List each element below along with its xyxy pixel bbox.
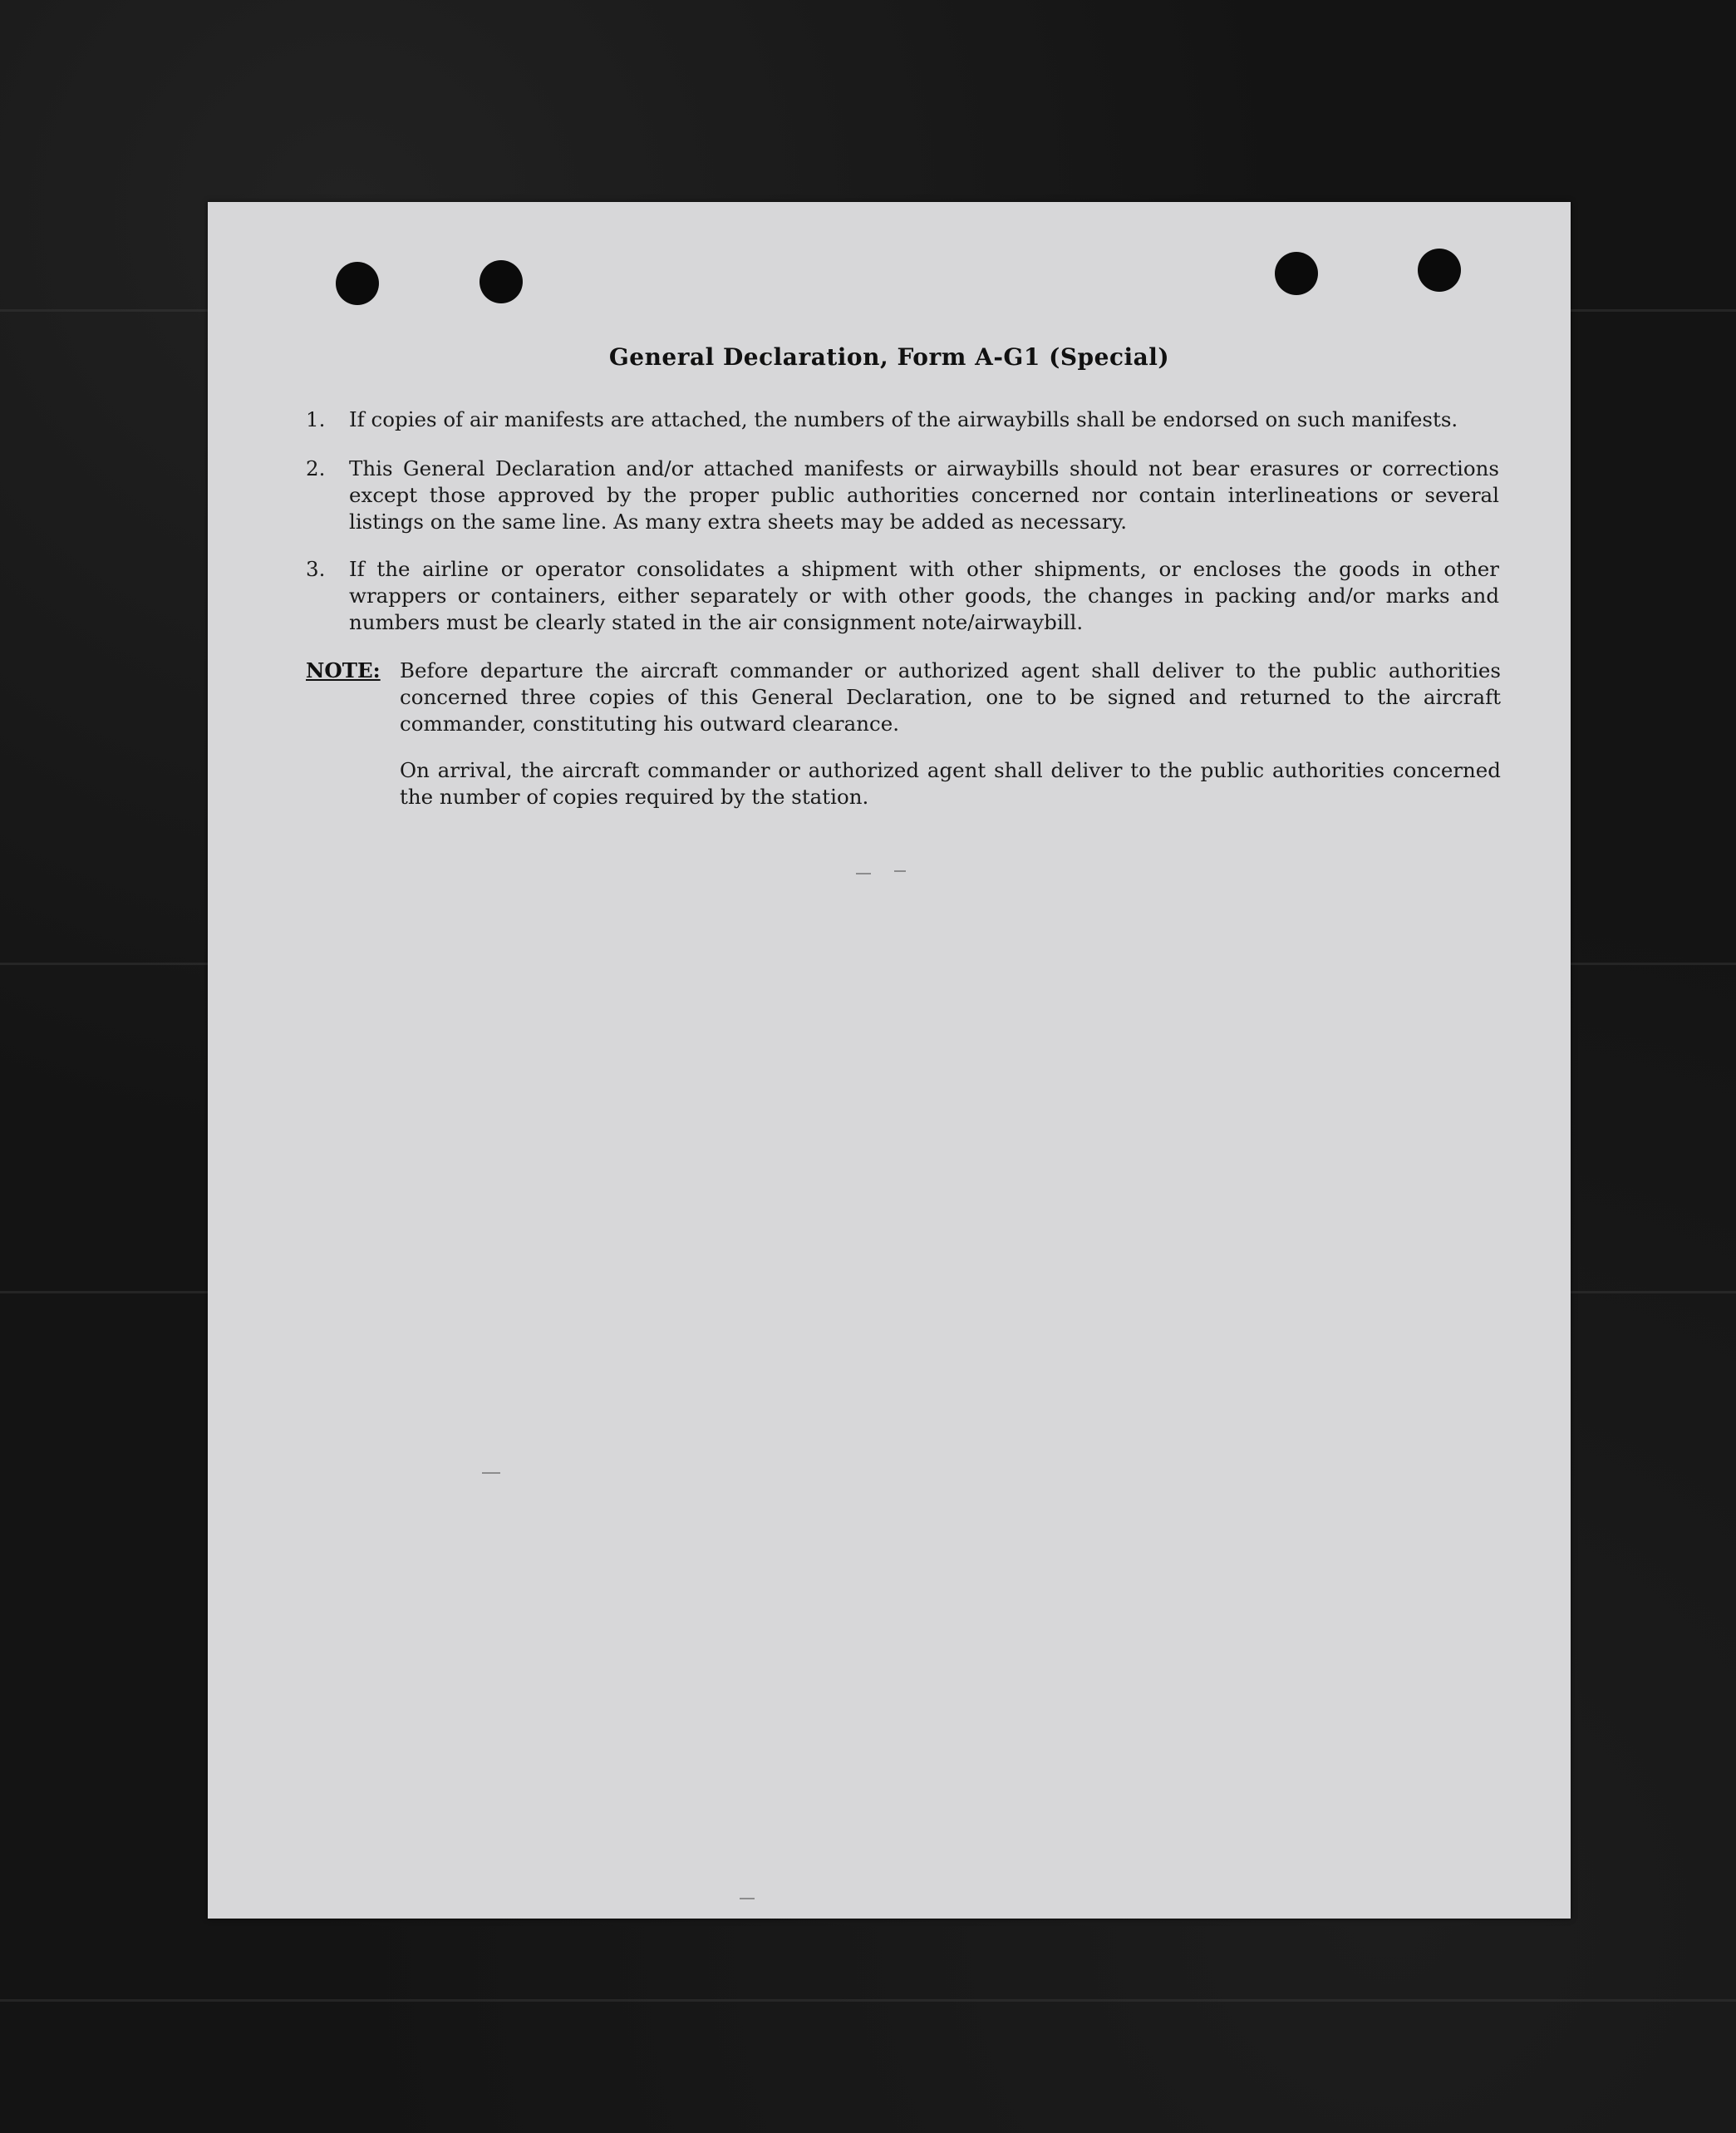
punch-hole bbox=[479, 260, 523, 303]
scan-band bbox=[0, 1999, 1736, 2002]
punch-hole bbox=[1275, 252, 1318, 295]
paper-speck bbox=[856, 873, 871, 874]
item-number: 2. bbox=[306, 456, 326, 480]
note-paragraph: On arrival, the aircraft commander or authorized agent shall deliver to the public authorities concerned the number of copies required by the station. bbox=[400, 758, 1501, 809]
note-label: NOTE: bbox=[306, 658, 381, 682]
note-paragraph: Before departure the aircraft commander or authorized agent shall deliver to the public authorities concerned three copies of this General Declaration, one to be signed and returned to the aircraft commander, constituting his outward clearance. bbox=[400, 658, 1501, 736]
item-text: This General Declaration and/or attached manifests or airwaybills should not bear erasures or corrections except those approved by the proper public authorities concerned nor contain interlineations or several listings on the same line. As many extra sheets may be added as necessary. bbox=[349, 456, 1499, 534]
paper-speck bbox=[740, 1898, 755, 1899]
document-page bbox=[208, 202, 1571, 1919]
document-title: General Declaration, Form A-G1 (Special) bbox=[608, 343, 1170, 371]
punch-hole bbox=[1418, 249, 1461, 292]
paper-speck bbox=[482, 1472, 500, 1474]
punch-hole bbox=[336, 262, 379, 305]
item-number: 1. bbox=[306, 407, 326, 431]
item-text: If copies of air manifests are attached, the numbers of the airwaybills shall be endorsed on such manifests. bbox=[349, 407, 1458, 431]
item-number: 3. bbox=[306, 557, 326, 581]
paper-speck bbox=[894, 870, 906, 872]
item-text: If the airline or operator consolidates a shipment with other shipments, or encloses the goods in other wrappers or containers, either separately or with other goods, the changes in packing and/or marks and numbers must be clearly stated in the air consignment note/airwaybill. bbox=[349, 557, 1499, 634]
